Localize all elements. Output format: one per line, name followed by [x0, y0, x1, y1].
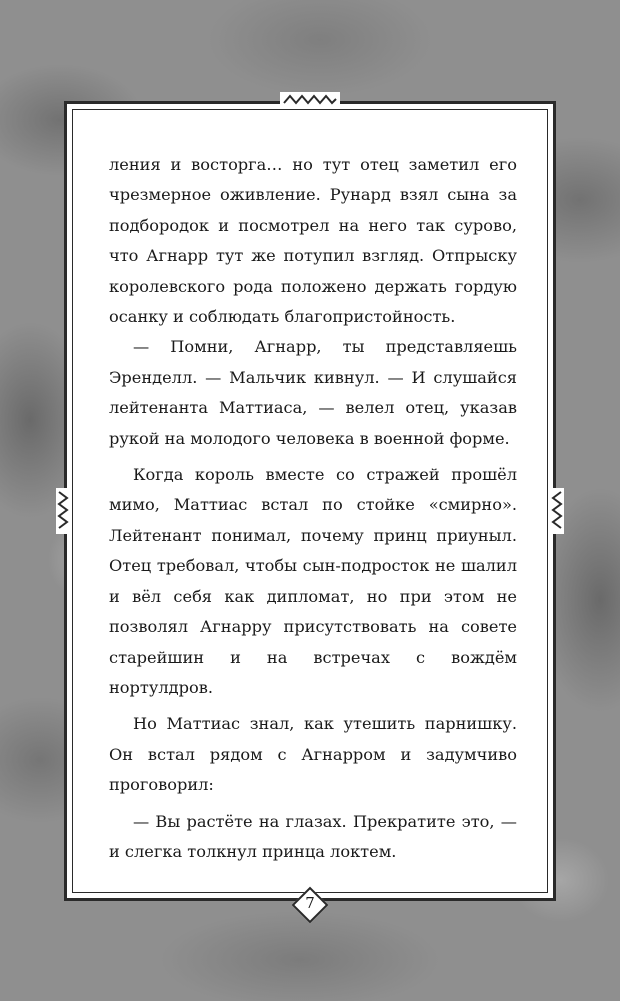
- top-ornament-icon: [280, 92, 340, 106]
- right-ornament-icon: [550, 488, 564, 534]
- page-number: 7: [305, 894, 315, 912]
- paragraph-2: — Помни, Агнарр, ты представляешь Эренделл. — Мальчик кивнул. — И слушайся лейтенанта Маттиаса, — велел отец, указав рукой на молодого человека в военной форме.: [109, 337, 517, 448]
- paragraph-3: Когда король вместе со стражей прошёл мимо, Маттиас встал по стойке «смирно». Лейтенант понимал, почему принц приуныл. Отец требовал, чтобы сын-подросток не шалил и вёл себя как дипломат, но при этом не позволял Агнарру присутствовать на совете старейшин и на встречах с вождём нортулдров.: [109, 465, 517, 697]
- page-frame: [64, 101, 556, 912]
- paragraph-1: ления и восторга… но тут отец заметил его чрезмерное оживление. Рунард взял сына за подбородок и посмотрел на него так сурово, что Агнарр тут же потупил взгляд. Отпрыску королевского рода положено держать гордую осанку и соблюдать благопристойность.: [109, 155, 517, 327]
- body-text: [109, 150, 517, 867]
- paragraph-5: — Вы растёте на глазах. Прекратите это, — и слегка толкнул принца локтем.: [109, 811, 517, 861]
- paragraph-4: Но Маттиас знал, как утешить парнишку. Он встал рядом с Агнарром и задумчиво проговорил:: [109, 714, 517, 795]
- left-ornament-icon: [56, 488, 70, 534]
